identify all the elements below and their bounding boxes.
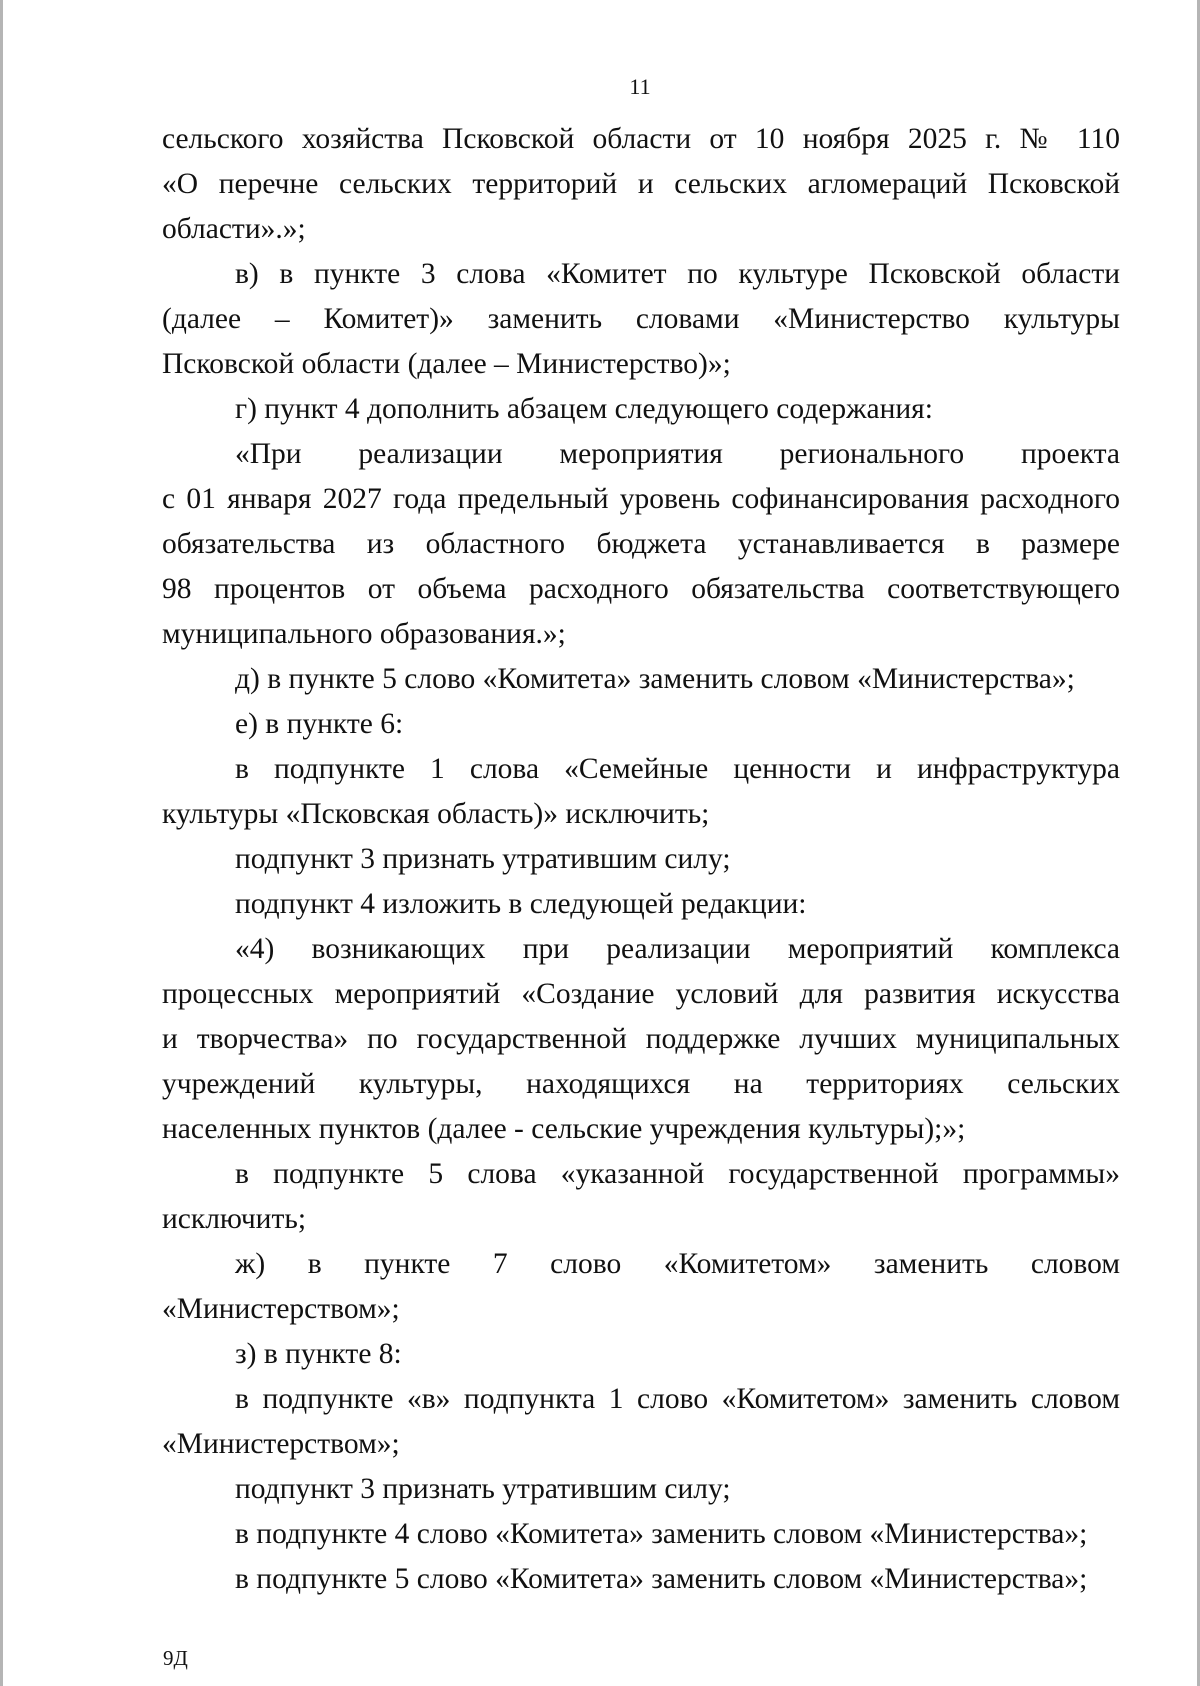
text-line: процессных мероприятий «Создание условий для развития искусства (162, 978, 1120, 1010)
text-line: з) в пункте 8: (235, 1338, 402, 1370)
text-line: «При реализации мероприятия регионального проекта (235, 438, 1120, 470)
text-line: «4) возникающих при реализации мероприятий комплекса (235, 933, 1120, 965)
text-line: ж) в пункте 7 слово «Комитетом» заменить словом (235, 1248, 1120, 1280)
text-line: и творчества» по государственной поддержке лучших муниципальных (162, 1023, 1120, 1055)
text-line: подпункт 3 признать утратившим силу; (235, 843, 731, 875)
footer-code: 9Д (163, 1646, 188, 1670)
text-line: населенных пунктов (далее - сельские учреждения культуры);»; (162, 1113, 966, 1145)
text-line: в подпункте 4 слово «Комитета» заменить словом «Министерства»; (235, 1518, 1088, 1550)
text-line: подпункт 4 изложить в следующей редакции: (235, 888, 807, 920)
text-line: в подпункте 5 слово «Комитета» заменить словом «Министерства»; (235, 1563, 1088, 1595)
text-line: «Министерством»; (162, 1428, 400, 1460)
text-line: Псковской области (далее – Министерство)»; (162, 348, 731, 380)
text-line: (далее – Комитет)» заменить словами «Министерство культуры (162, 303, 1120, 335)
text-line: подпункт 3 признать утратившим силу; (235, 1473, 731, 1505)
text-line: в) в пункте 3 слова «Комитет по культуре Псковской области (235, 258, 1120, 290)
text-line: обязательства из областного бюджета устанавливается в размере (162, 528, 1120, 560)
text-line: в подпункте «в» подпункта 1 слово «Комитетом» заменить словом (235, 1383, 1120, 1415)
text-line: «О перечне сельских территорий и сельских агломераций Псковской (162, 168, 1120, 200)
document-body (162, 117, 1120, 1602)
text-line: д) в пункте 5 слово «Комитета» заменить словом «Министерства»; (235, 663, 1075, 695)
text-line: с 01 января 2027 года предельный уровень софинансирования расходного (162, 483, 1120, 515)
text-line: муниципального образования.»; (162, 618, 566, 650)
text-line: 98 процентов от объема расходного обязательства соответствующего (162, 573, 1120, 605)
scan-edge-left (0, 0, 3, 1686)
text-line: исключить; (162, 1203, 307, 1235)
text-line: учреждений культуры, находящихся на территориях сельских (162, 1068, 1120, 1100)
text-line: культуры «Псковская область)» исключить; (162, 798, 710, 830)
text-line: области».»; (162, 213, 306, 245)
text-line: г) пункт 4 дополнить абзацем следующего содержания: (235, 393, 933, 425)
text-line: в подпункте 5 слова «указанной государственной программы» (235, 1158, 1120, 1190)
text-line: «Министерством»; (162, 1293, 400, 1325)
text-line: е) в пункте 6: (235, 708, 404, 740)
text-line: в подпункте 1 слова «Семейные ценности и инфраструктура (235, 753, 1120, 785)
text-line: сельского хозяйства Псковской области от 10 ноября 2025 г. № 110 (162, 123, 1120, 155)
page-number: 11 (629, 74, 651, 99)
